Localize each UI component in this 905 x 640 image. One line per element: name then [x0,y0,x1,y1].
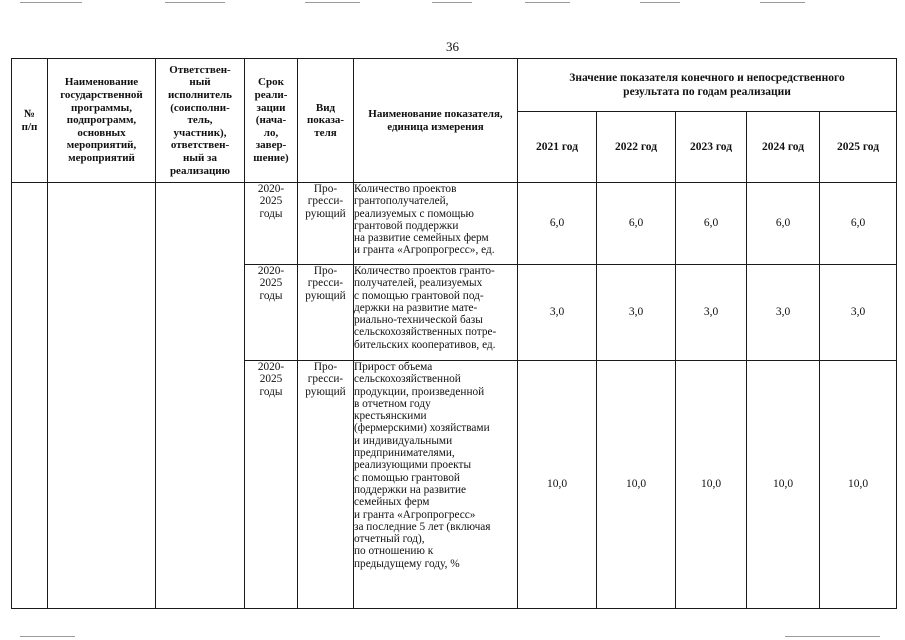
cell-value: 3,0 [597,265,676,361]
header-indicator-type: Вид показа- теля [298,59,354,183]
scan-mark-top [305,2,360,3]
header-year: 2024 год [747,112,820,183]
cell-value: 6,0 [518,183,597,265]
cell-value: 3,0 [676,265,747,361]
cell-value: 6,0 [820,183,897,265]
page-number: 36 [446,39,459,54]
indicator-table [11,58,897,609]
cell-program [48,183,156,609]
scan-mark-top [20,2,82,3]
header-executor: Ответствен- ный исполнитель (соисполни- тель, участник), ответствен- ный за реализацию [156,59,245,183]
cell-term: 2020- 2025 годы [245,265,298,361]
header-year: 2025 год [820,112,897,183]
cell-value: 3,0 [518,265,597,361]
cell-value: 3,0 [747,265,820,361]
scan-mark-top [640,2,680,3]
cell-number [12,183,48,609]
header-number: № п/п [12,59,48,183]
scan-mark-top [760,2,805,3]
cell-indicator-name: Количество проектов грантополучателей, реализуемых с помощью грантовой поддержки на развитие семейных ферм и гранта «Агропрогресс», ед. [354,183,518,265]
header-program: Наименование государственной программы, подпрограмм, основных мероприятий, мероприятий [48,59,156,183]
cell-indicator-name: Прирост объема сельскохозяйственной продукции, произведенной в отчетном году крестьянскими (фермерскими) хозяйствами и индивидуальными предпринимателями, реализующими проекты с помощью грантовой поддержки на развитие семейных ферм и гранта «Агропрогресс» за последние 5 лет (включая отчетный год), по отношению к предыдущему году, % [354,361,518,609]
header-row-top [12,59,897,112]
header-indicator-name: Наименование показателя, единица измерения [354,59,518,183]
cell-value: 10,0 [747,361,820,609]
table-row [12,183,897,265]
header-term: Срок реали- зации (нача- ло, завер- шение) [245,59,298,183]
cell-value: 6,0 [597,183,676,265]
cell-term: 2020- 2025 годы [245,361,298,609]
scan-mark-top [165,2,225,3]
header-year: 2021 год [518,112,597,183]
cell-indicator-name: Количество проектов гранто- получателей, реализуемых с помощью грантовой под- держки на развитие мате- риально-технической базы сельскохозяйственных потре- бительских кооперативов, ед. [354,265,518,361]
cell-value: 10,0 [518,361,597,609]
cell-value: 3,0 [820,265,897,361]
header-year: 2022 год [597,112,676,183]
scan-mark-bottom [20,636,75,637]
cell-indicator-type: Про- гресси- рующий [298,361,354,609]
scan-mark-bottom [785,636,880,637]
cell-value: 10,0 [676,361,747,609]
cell-executor [156,183,245,609]
cell-term: 2020- 2025 годы [245,183,298,265]
cell-value: 10,0 [820,361,897,609]
header-year: 2023 год [676,112,747,183]
cell-value: 6,0 [676,183,747,265]
cell-indicator-type: Про- гресси- рующий [298,183,354,265]
header-values-group: Значение показателя конечного и непосредственного результата по годам реализации [518,59,897,112]
cell-value: 10,0 [597,361,676,609]
scan-mark-top [432,2,472,3]
cell-value: 6,0 [747,183,820,265]
scan-mark-top [525,2,570,3]
cell-indicator-type: Про- гресси- рующий [298,265,354,361]
